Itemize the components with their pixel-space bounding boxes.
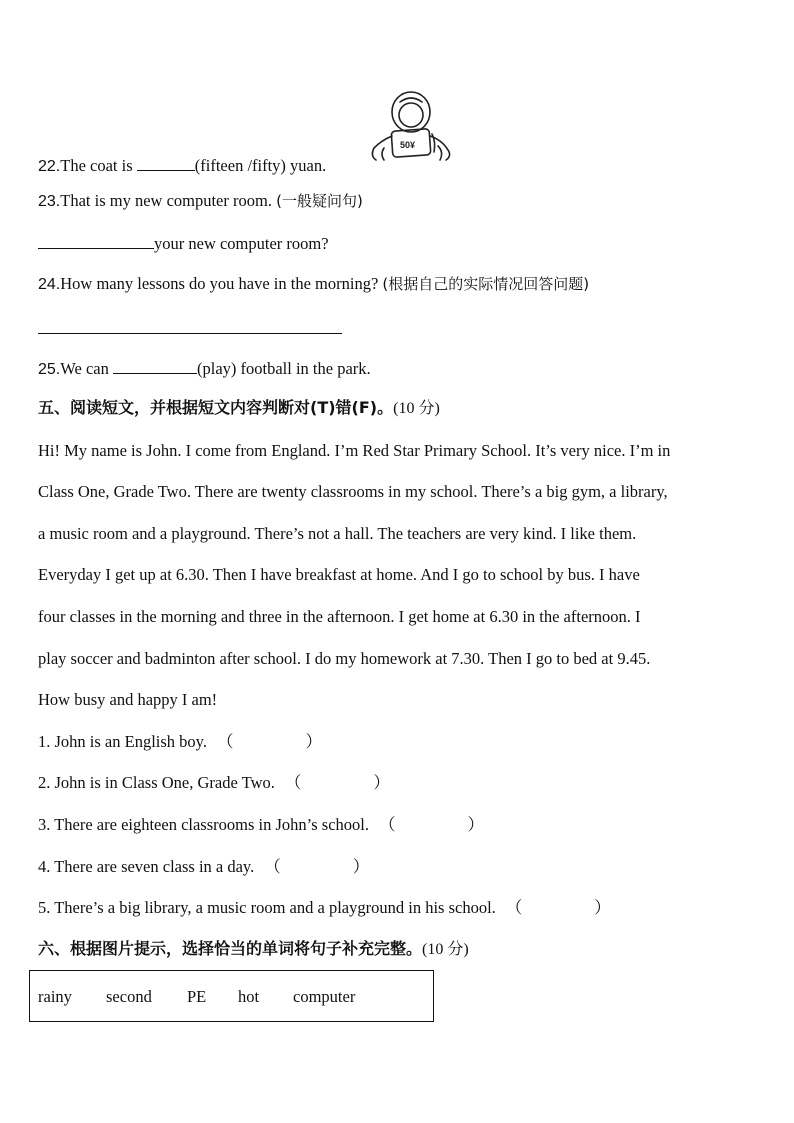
question-text: The coat is	[60, 156, 137, 175]
judgment-text: 4. There are seven class in a day.	[38, 857, 255, 876]
section-title: 五、阅读短文，并根据短文内容判断对(T)错(F)。	[38, 398, 394, 417]
answer-parentheses[interactable]: （ ）	[216, 732, 322, 751]
answer-blank[interactable]	[113, 358, 197, 374]
question-instruction: (根据自己的实际情况回答问题)	[382, 275, 590, 293]
question-text: How many lessons do you have in the morning?	[60, 274, 383, 293]
passage-line: four classes in the morning and three in the afternoon. I get home at 6.30 in the afternoon. I	[38, 607, 641, 626]
judgment-item	[38, 898, 611, 918]
word-bank	[29, 970, 434, 1022]
judgment-text: 1. John is an English boy.	[38, 732, 207, 751]
question-25	[38, 358, 371, 380]
passage-line: Class One, Grade Two. There are twenty classrooms in my school. There’s a big gym, a library,	[38, 482, 668, 501]
section-points: (10 分)	[422, 941, 469, 958]
section-5-heading	[38, 398, 440, 419]
judgment-item	[38, 732, 322, 752]
passage-line: Hi! My name is John. I come from England. I’m Red Star Primary School. It’s very nice. I’m in	[38, 441, 671, 460]
question-24	[38, 274, 589, 295]
judgment-item	[38, 857, 369, 877]
answer-text: your new computer room?	[154, 234, 329, 253]
word-bank-item: rainy	[38, 987, 72, 1006]
section-title: 六、根据图片提示，选择恰当的单词将句子补充完整。	[38, 939, 423, 958]
answer-blank[interactable]	[137, 155, 195, 171]
question-23	[38, 191, 363, 212]
passage-line: How busy and happy I am!	[38, 690, 218, 709]
answer-blank[interactable]	[38, 233, 154, 249]
question-number: 23.	[38, 193, 61, 210]
passage-line: play soccer and badminton after school. I do my homework at 7.30. Then I go to bed at 9.45.	[38, 649, 651, 668]
question-text-after: (fifteen /fifty) yuan.	[194, 156, 327, 175]
price-sign-illustration	[362, 90, 458, 170]
question-text: That is my new computer room.	[60, 191, 277, 210]
judgment-text: 2. John is in Class One, Grade Two.	[38, 773, 275, 792]
word-bank-item: second	[106, 987, 152, 1006]
judgment-item	[38, 815, 484, 835]
question-23-answer	[38, 233, 329, 254]
judgment-text: 5. There’s a big library, a music room and a playground in his school.	[38, 898, 496, 917]
price-tag: 50¥	[400, 140, 416, 150]
passage-line: a music room and a playground. There’s not a hall. The teachers are very kind. I like them.	[38, 524, 637, 543]
section-points: (10 分)	[393, 400, 440, 417]
question-text-after: (play) football in the park.	[196, 359, 371, 378]
judgment-item	[38, 773, 390, 793]
question-instruction: (一般疑问句)	[276, 192, 363, 210]
judgment-text: 3. There are eighteen classrooms in John’s school.	[38, 815, 369, 834]
answer-parentheses[interactable]: （ ）	[379, 815, 484, 834]
section-6-heading	[38, 939, 469, 960]
answer-parentheses[interactable]: （ ）	[505, 898, 611, 917]
question-number: 24.	[38, 276, 61, 293]
word-bank-item: computer	[293, 987, 356, 1006]
question-24-answer	[38, 318, 342, 339]
word-bank-item: PE	[187, 987, 207, 1006]
answer-parentheses[interactable]: （ ）	[264, 857, 370, 876]
answer-blank[interactable]	[38, 318, 342, 334]
passage-line: Everyday I get up at 6.30. Then I have breakfast at home. And I go to school by bus. I have	[38, 565, 640, 584]
word-bank-item: hot	[238, 987, 260, 1006]
question-number: 22.	[38, 158, 61, 175]
question-22	[38, 155, 326, 177]
question-text: We can	[60, 359, 113, 378]
question-number: 25.	[38, 361, 61, 378]
answer-parentheses[interactable]: （ ）	[284, 773, 390, 792]
